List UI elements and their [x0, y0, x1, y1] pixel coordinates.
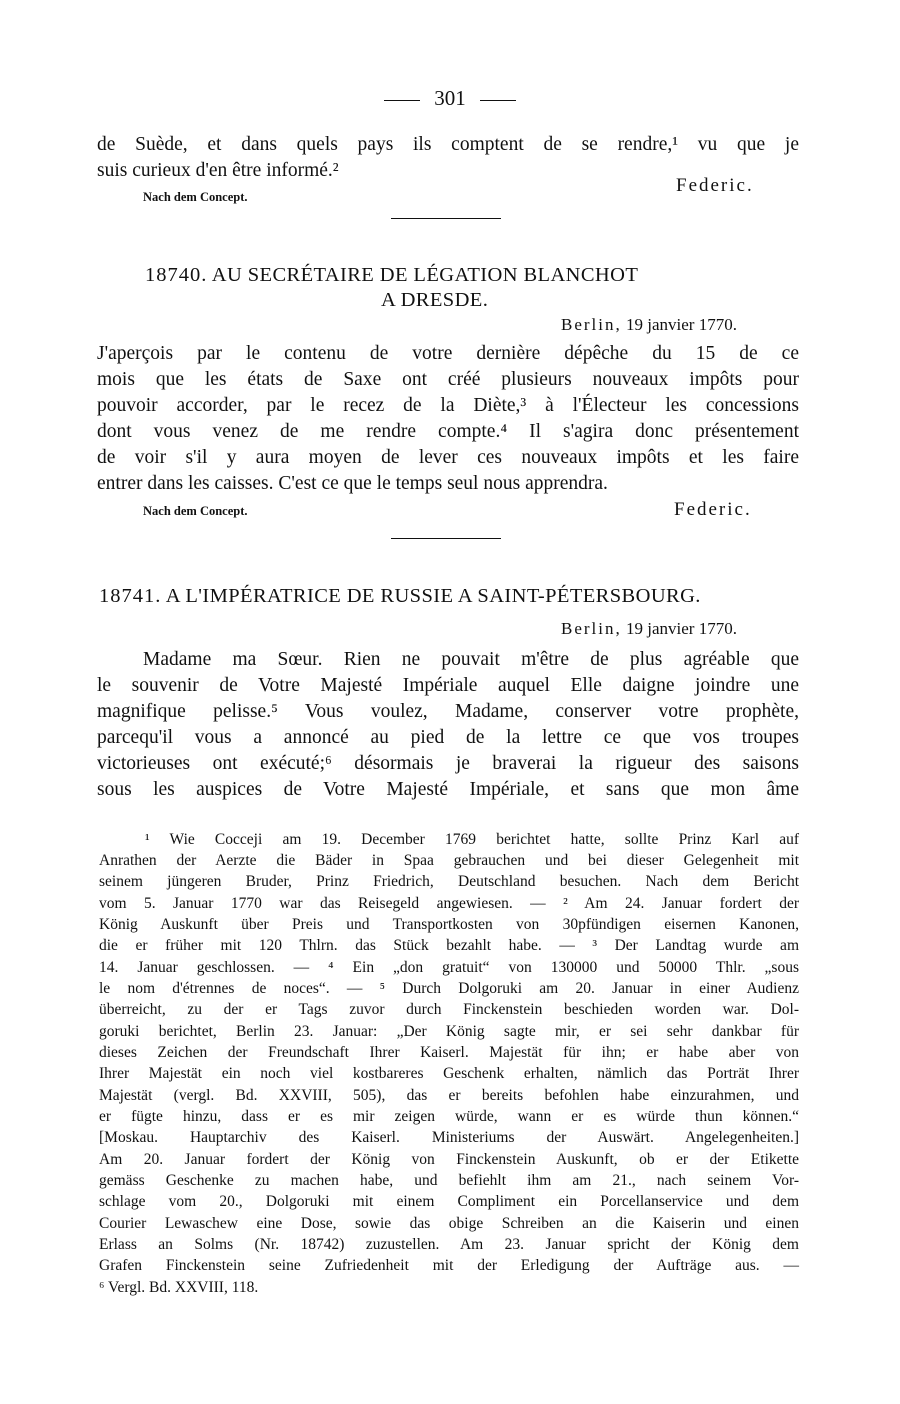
- footnote-line: er fügte hinzu, dass er es mir zeigen würde, wann er es würde thun können.“: [99, 1108, 799, 1125]
- body-line: victorieuses ont exécuté;⁶ désormais je braverai la rigueur des saisons: [97, 753, 799, 774]
- footnote-line: vom 5. Januar 1770 war das Reisegeld angewiesen. — ² Am 24. Januar fordert der: [99, 895, 799, 912]
- page-number-text: 301: [434, 86, 466, 110]
- body-line: sous les auspices de Votre Majesté Impériale, et sans que mon âme: [97, 779, 799, 800]
- footnote-line: Erlass an Solms (Nr. 18742) zuzustellen. Am 23. Januar spricht der König dem: [99, 1236, 799, 1253]
- body-line: le souvenir de Votre Majesté Impériale auquel Elle daigne joindre une: [97, 675, 799, 696]
- page-number-rule-right: [480, 100, 516, 101]
- dateline-date: 19 janvier 1770.: [626, 315, 737, 334]
- footnote-line: Courier Lewaschew eine Dose, sowie das obige Schreiben an die Kaiserin und einen: [99, 1215, 799, 1232]
- page-number-rule-left: [384, 100, 420, 101]
- body-line: magnifique pelisse.⁵ Vous voulez, Madame, conserver votre prophète,: [97, 701, 799, 722]
- footnote-line: Anrathen der Aerzte die Bäder in Spaa gebrauchen und bei dieser Gelegenheit mit: [99, 852, 799, 869]
- body-line: entrer dans les caisses. C'est ce que le temps seul nous apprendra.: [97, 473, 608, 494]
- page-number: [0, 86, 900, 111]
- footnote-line: Grafen Finckenstein seine Zufriedenheit mit der Erledigung der Aufträge aus. —: [99, 1257, 799, 1274]
- body-line: dont vous venez de me rendre compte.⁴ Il s'agira donc présentement: [97, 421, 799, 442]
- section-divider: [391, 218, 501, 219]
- body-line: suis curieux d'en être informé.²: [97, 160, 339, 181]
- letter-heading: [99, 585, 701, 608]
- body-line: de voir s'il y aura moyen de lever ces nouveaux impôts et les faire: [97, 447, 799, 468]
- footnote-line: Am 20. Januar fordert der König von Finckenstein Auskunft, ob er der Etikette: [99, 1151, 799, 1168]
- body-line: parcequ'il vous a annoncé au pied de la lettre ce que vos troupes: [97, 727, 799, 748]
- body-line: mois que les états de Saxe ont créé plusieurs nouveaux impôts pour: [97, 369, 799, 390]
- footnote-line: seinem jüngeren Bruder, Prinz Friedrich, Deutschland besuchen. Nach dem Bericht: [99, 873, 799, 890]
- footnote-line: ¹ Wie Cocceji am 19. December 1769 berichtet hatte, sollte Prinz Karl auf: [145, 831, 799, 848]
- section-divider: [391, 538, 501, 539]
- footnote-line: König Auskunft über Preis und Transportkosten von 30pfündigen eisernen Kanonen,: [99, 916, 799, 933]
- source-note: Nach dem Concept.: [143, 190, 248, 204]
- body-line: J'aperçois par le contenu de votre dernière dépêche du 15 de ce: [97, 343, 799, 364]
- dateline-date: 19 janvier 1770.: [626, 619, 737, 638]
- footnote-line: die er früher mit 120 Thlrn. das Stück bezahlt habe. — ³ Der Landtag wurde am: [99, 937, 799, 954]
- body-line: de Suède, et dans quels pays ils comptent de se rendre,¹ vu que je: [97, 134, 799, 155]
- body-line: Madame ma Sœur. Rien ne pouvait m'être de plus agréable que: [143, 649, 799, 670]
- footnote-line: dieses Zeichen der Freundschaft Ihrer Kaiserl. Majestät für ihn; er habe aber von: [99, 1044, 799, 1061]
- source-note: Nach dem Concept.: [143, 504, 248, 518]
- signature: Federic.: [674, 499, 752, 520]
- letter-number: 18741.: [99, 585, 162, 607]
- signature: Federic.: [676, 175, 754, 196]
- footnote-line: überreicht, zu der er Tags zuvor durch Finckenstein beschieden worden war. Dol-: [99, 1001, 799, 1018]
- footnote-line: schlage vom 20., Dolgoruki mit einem Compliment ein Porcellanservice und dem: [99, 1193, 799, 1210]
- dateline: [561, 315, 737, 335]
- letter-title: AU SECRÉTAIRE DE LÉGATION BLANCHOT: [211, 264, 639, 286]
- footnote-line: Majestät (vergl. Bd. XXVIII, 505), das er bereits befohlen habe einzurahmen, und: [99, 1087, 799, 1104]
- letter-title: A L'IMPÉRATRICE DE RUSSIE A SAINT-PÉTERSBOURG.: [165, 585, 701, 607]
- footnote-line: gemäss Geschenke zu machen habe, und befiehlt ihm am 21., nach seinem Vor-: [99, 1172, 799, 1189]
- dateline: [561, 619, 737, 639]
- footnote-line: 14. Januar geschlossen. — ⁴ Ein „don gratuit“ von 130000 und 50000 Thlr. „sous: [99, 959, 799, 976]
- footnote-line: ⁶ Vergl. Bd. XXVIII, 118.: [99, 1279, 259, 1296]
- footnote-line: Ihrer Majestät ein noch viel kostbareres Geschenk erhalten, nämlich das Porträt Ihrer: [99, 1065, 799, 1082]
- letter-heading: [145, 264, 638, 287]
- dateline-place: Berlin,: [561, 315, 622, 334]
- body-line: pouvoir accorder, par le recez de la Diète,³ à l'Électeur les concessions: [97, 395, 799, 416]
- letter-number: 18740.: [145, 264, 208, 286]
- footnote-line: le nom d'étrennes de noces“. — ⁵ Durch Dolgoruki am 20. Januar in einer Audienz: [99, 980, 799, 997]
- letter-title-continued: A DRESDE.: [381, 289, 489, 311]
- footnote-line: goruki berichtet, Berlin 23. Januar: „Der König sagte mir, er sei sehr dankbar für: [99, 1023, 799, 1040]
- dateline-place: Berlin,: [561, 619, 622, 638]
- footnote-line: [Moskau. Hauptarchiv des Kaiserl. Ministeriums der Auswärt. Angelegenheiten.]: [99, 1129, 799, 1146]
